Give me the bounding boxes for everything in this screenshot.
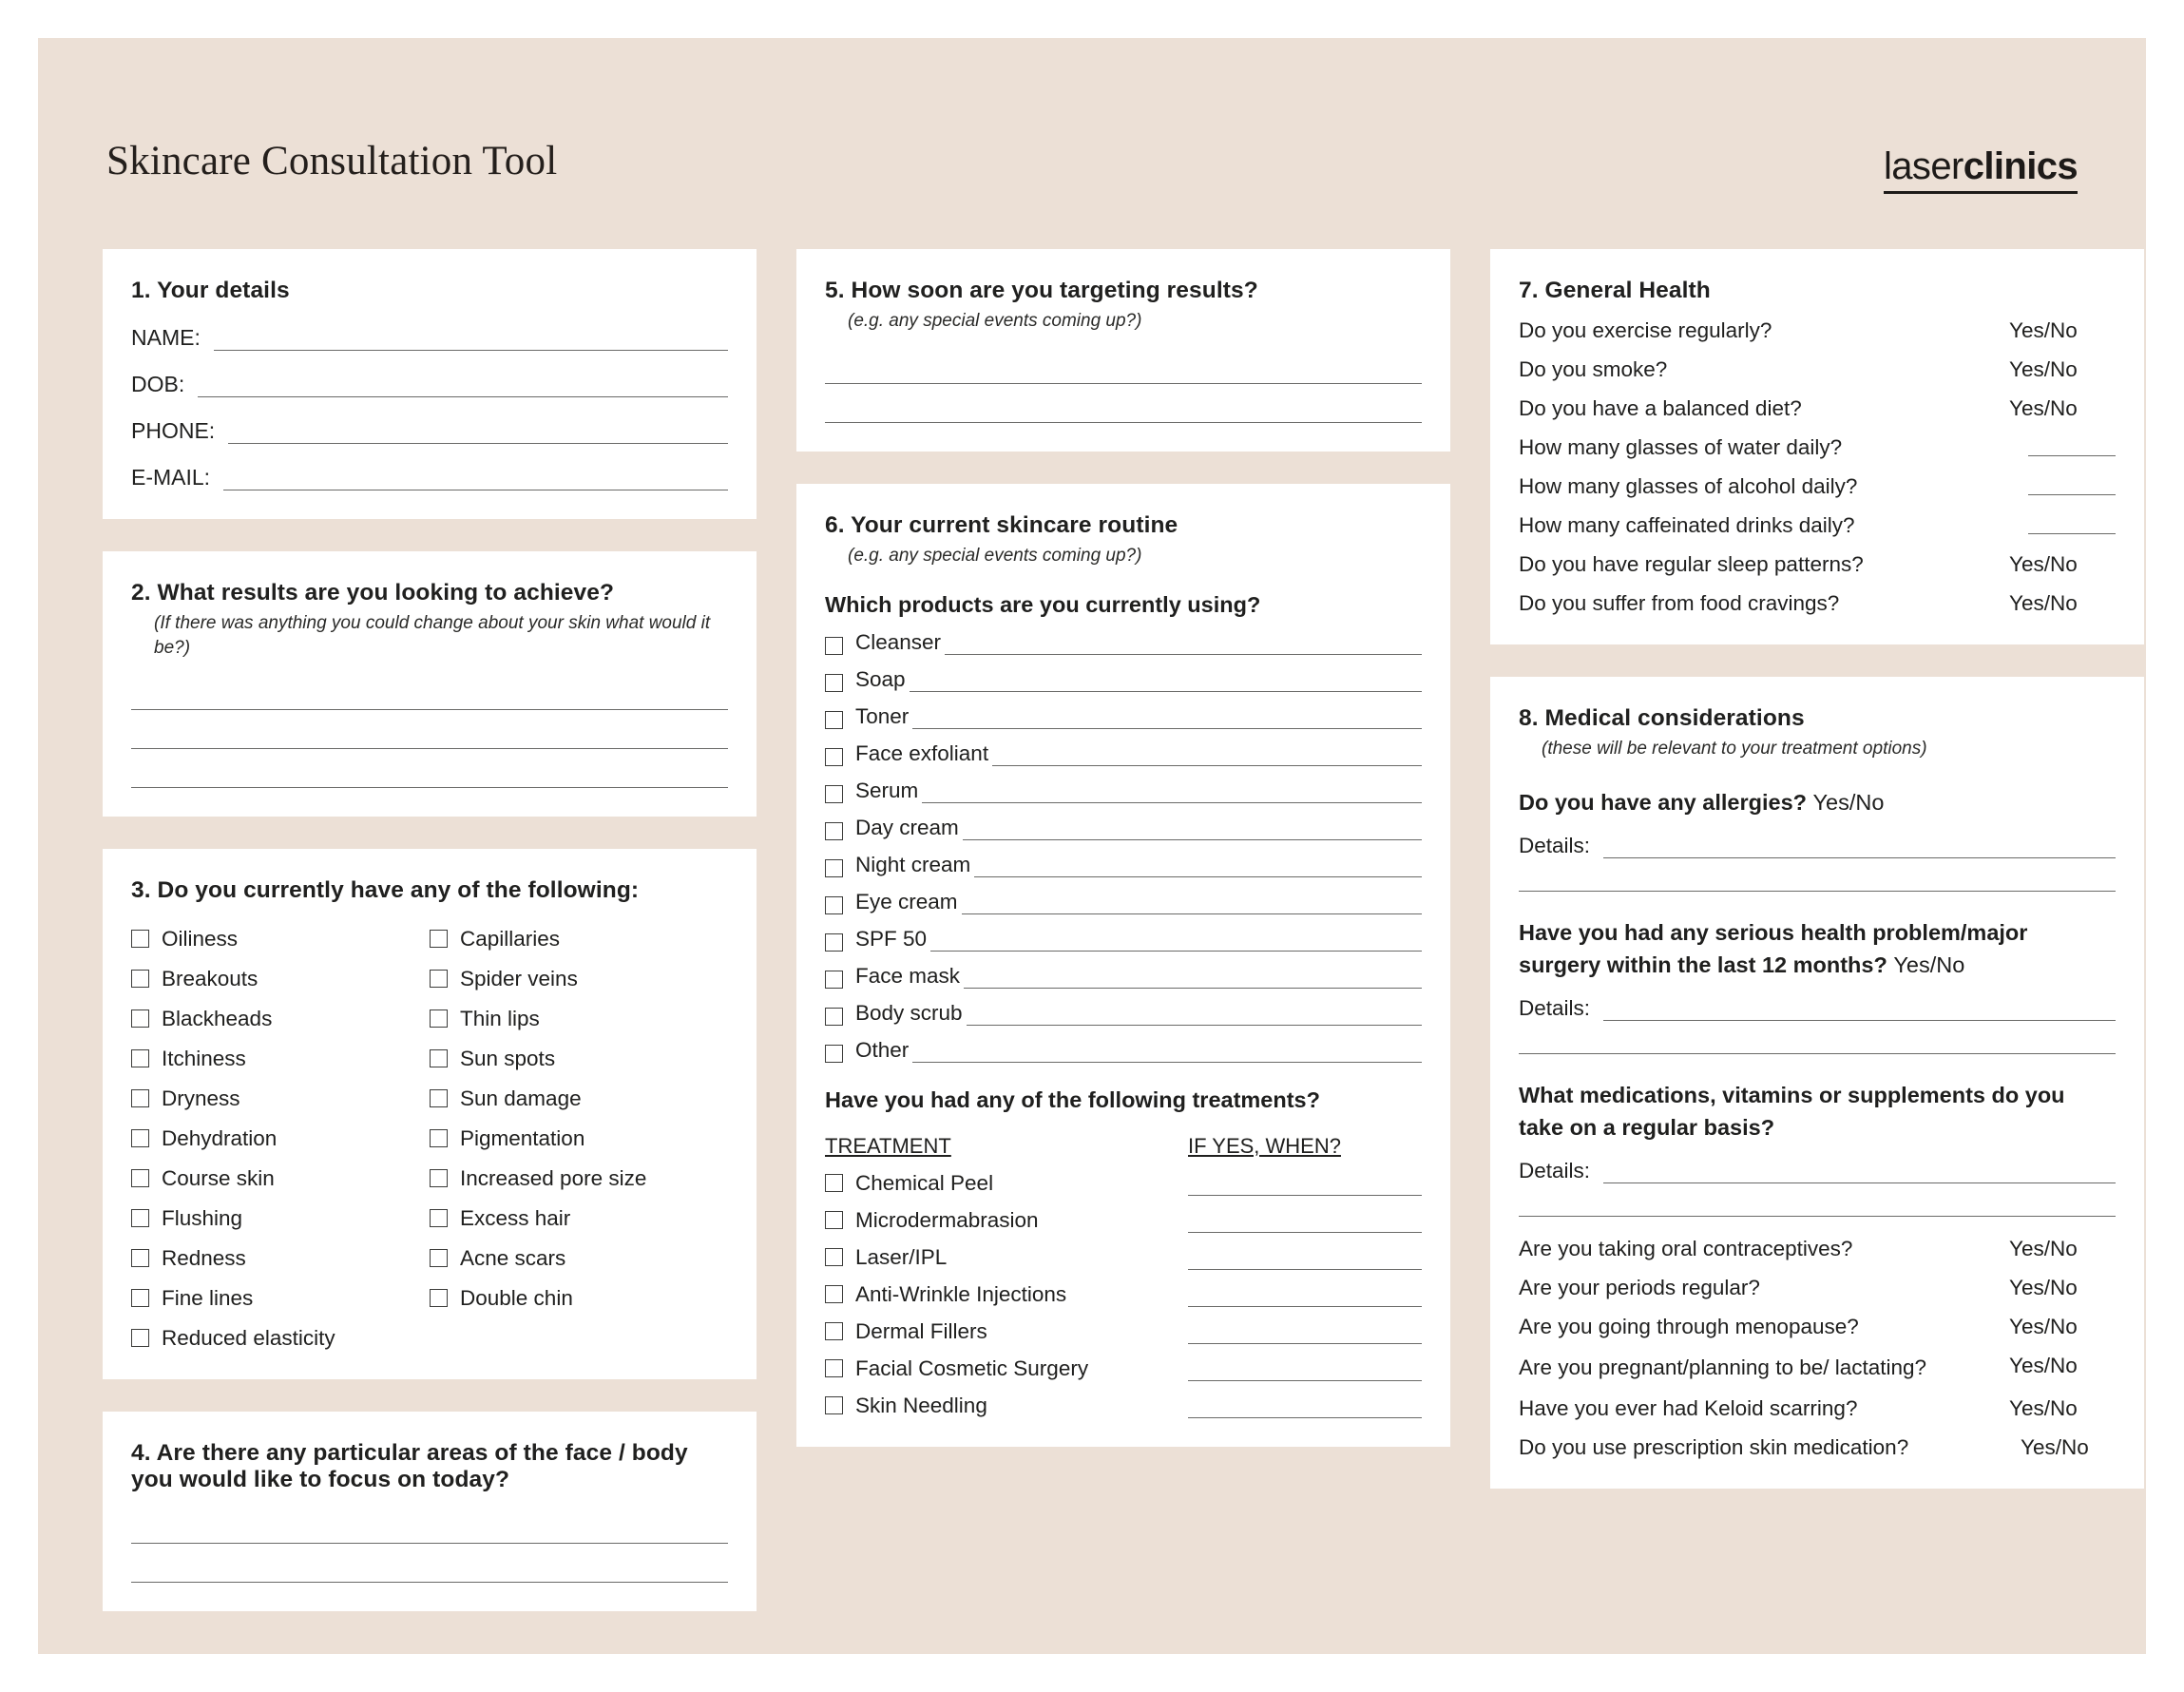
health-row-smoke[interactable] bbox=[1519, 357, 2116, 382]
checkbox-blackheads[interactable] bbox=[131, 1007, 430, 1031]
conditions-checkbox-grid bbox=[131, 912, 728, 1351]
details-label: Details: bbox=[1519, 833, 1591, 857]
medications-details-input[interactable] bbox=[1603, 1163, 2116, 1183]
field-name-input[interactable] bbox=[214, 331, 728, 351]
treatment-when-input[interactable] bbox=[1188, 1251, 1422, 1270]
section-2-subtitle: (If there was anything you could change about your skin what would it be?) bbox=[154, 613, 711, 658]
checkbox-icon[interactable] bbox=[825, 933, 843, 952]
health-question: Do you have regular sleep patterns? bbox=[1519, 552, 1864, 576]
health-question: Do you exercise regularly? bbox=[1519, 318, 1772, 342]
allergies-yes-no[interactable]: Yes/No bbox=[1812, 789, 1885, 815]
checkbox-reduced-elasticity[interactable] bbox=[131, 1326, 430, 1351]
health-question: How many caffeinated drinks daily? bbox=[1519, 513, 1855, 537]
checkbox-label: Itchiness bbox=[162, 1047, 246, 1071]
product-input[interactable] bbox=[974, 858, 1422, 877]
product-label: Soap bbox=[855, 667, 906, 692]
health-question: Do you suffer from food cravings? bbox=[1519, 591, 1840, 615]
checkbox-icon[interactable] bbox=[430, 1049, 448, 1067]
conditions-column-right bbox=[430, 912, 728, 1351]
product-cleanser[interactable] bbox=[825, 630, 1422, 655]
field-email-label: E-MAIL: bbox=[131, 465, 211, 490]
checkbox-label: Excess hair bbox=[460, 1206, 571, 1231]
checkbox-dehydration[interactable] bbox=[131, 1126, 430, 1151]
medical-row-pregnant[interactable] bbox=[1519, 1354, 2116, 1382]
treatment-when-input[interactable] bbox=[1188, 1325, 1422, 1344]
column-right bbox=[1490, 249, 2144, 1521]
field-dob-input[interactable] bbox=[198, 377, 728, 397]
yes-no-answer[interactable]: Yes/No bbox=[2009, 1314, 2078, 1338]
allergies-details[interactable] bbox=[1519, 834, 2116, 858]
product-label: Serum bbox=[855, 779, 919, 803]
section-your-details bbox=[103, 249, 757, 519]
treatment-name: Chemical Peel bbox=[855, 1171, 994, 1196]
product-input[interactable] bbox=[912, 1044, 1422, 1063]
checkbox-icon[interactable] bbox=[430, 1289, 448, 1307]
section-6-subtitle: (e.g. any special events coming up?) bbox=[848, 545, 1142, 566]
section-2-line-2[interactable] bbox=[131, 716, 728, 749]
product-soap[interactable] bbox=[825, 667, 1422, 692]
checkbox-icon[interactable] bbox=[825, 637, 843, 655]
checkbox-label: Blackheads bbox=[162, 1007, 273, 1031]
product-eye-cream[interactable] bbox=[825, 890, 1422, 914]
section-medical-considerations bbox=[1490, 677, 2144, 1489]
checkbox-label: Sun damage bbox=[460, 1086, 582, 1111]
checkbox-icon[interactable] bbox=[430, 930, 448, 948]
treatment-label bbox=[825, 1319, 1188, 1344]
checkbox-icon[interactable] bbox=[825, 748, 843, 766]
allergies-details-line-2[interactable] bbox=[1519, 862, 2116, 892]
checkbox-icon[interactable] bbox=[825, 1322, 843, 1340]
product-label: Body scrub bbox=[855, 1001, 963, 1026]
treatment-name: Laser/IPL bbox=[855, 1245, 948, 1270]
section-2-title: 2. What results are you looking to achieve? bbox=[131, 580, 615, 606]
yes-no-answer[interactable]: Yes/No bbox=[2009, 357, 2078, 381]
product-input[interactable] bbox=[967, 1007, 1422, 1026]
section-1-title: 1. Your details bbox=[131, 278, 290, 303]
checkbox-sun-spots[interactable] bbox=[430, 1047, 728, 1071]
checkbox-icon[interactable] bbox=[825, 1211, 843, 1229]
checkbox-label: Double chin bbox=[460, 1286, 573, 1311]
yes-no-answer[interactable]: Yes/No bbox=[2009, 552, 2078, 576]
section-general-health bbox=[1490, 249, 2144, 644]
health-question: Do you have a balanced diet? bbox=[1519, 396, 1802, 420]
checkbox-sun-damage[interactable] bbox=[430, 1086, 728, 1111]
field-dob-label: DOB: bbox=[131, 372, 185, 396]
product-label: Other bbox=[855, 1038, 910, 1063]
treatment-label bbox=[825, 1208, 1188, 1233]
health-row-water[interactable] bbox=[1519, 435, 2116, 460]
product-input[interactable] bbox=[922, 784, 1422, 803]
product-label: Eye cream bbox=[855, 890, 958, 914]
checkbox-excess-hair[interactable] bbox=[430, 1206, 728, 1231]
checkbox-label: Pigmentation bbox=[460, 1126, 585, 1151]
checkbox-icon[interactable] bbox=[430, 1169, 448, 1187]
allergies-question-text: Do you have any allergies? bbox=[1519, 789, 1807, 815]
checkbox-redness[interactable] bbox=[131, 1246, 430, 1271]
checkbox-spider-veins[interactable] bbox=[430, 967, 728, 991]
page-title: Skincare Consultation Tool bbox=[106, 139, 558, 183]
checkbox-pigmentation[interactable] bbox=[430, 1126, 728, 1151]
medical-row-prescription[interactable] bbox=[1519, 1435, 2116, 1460]
checkbox-icon[interactable] bbox=[825, 822, 843, 840]
product-input[interactable] bbox=[963, 821, 1422, 840]
checkbox-label: Redness bbox=[162, 1246, 246, 1271]
product-face-mask[interactable] bbox=[825, 964, 1422, 989]
product-other[interactable] bbox=[825, 1038, 1422, 1063]
checkbox-icon[interactable] bbox=[825, 971, 843, 989]
checkbox-icon[interactable] bbox=[131, 1289, 149, 1307]
section-5-line-1[interactable] bbox=[825, 351, 1422, 384]
medical-row-contraceptives[interactable] bbox=[1519, 1237, 2116, 1261]
yes-no-answer[interactable]: Yes/No bbox=[2009, 318, 2078, 342]
product-input[interactable] bbox=[945, 636, 1422, 655]
health-row-exercise[interactable] bbox=[1519, 318, 2116, 343]
checkbox-breakouts[interactable] bbox=[131, 967, 430, 991]
products-question: Which products are you currently using? bbox=[825, 592, 1261, 618]
section-3-title: 3. Do you currently have any of the following: bbox=[131, 877, 640, 904]
checkbox-icon[interactable] bbox=[131, 1209, 149, 1227]
checkbox-icon[interactable] bbox=[131, 930, 149, 948]
field-dob[interactable] bbox=[131, 372, 728, 397]
product-serum[interactable] bbox=[825, 779, 1422, 803]
yes-no-answer[interactable]: Yes/No bbox=[2009, 1396, 2078, 1421]
medical-question: Are your periods regular? bbox=[1519, 1275, 1760, 1299]
field-phone-label: PHONE: bbox=[131, 418, 216, 443]
checkbox-label: Breakouts bbox=[162, 967, 259, 991]
checkbox-icon[interactable] bbox=[825, 896, 843, 914]
checkbox-icon[interactable] bbox=[131, 1049, 149, 1067]
checkbox-fine-lines[interactable] bbox=[131, 1286, 430, 1311]
checkbox-icon[interactable] bbox=[131, 1129, 149, 1147]
checkbox-label: Oiliness bbox=[162, 927, 239, 952]
product-label: Face mask bbox=[855, 964, 961, 989]
section-focus-areas bbox=[103, 1412, 757, 1611]
brand-logo bbox=[1884, 145, 2078, 194]
checkbox-icon[interactable] bbox=[430, 970, 448, 988]
treatment-name: Skin Needling bbox=[855, 1394, 987, 1418]
checkbox-icon[interactable] bbox=[825, 785, 843, 803]
section-2-line-3[interactable] bbox=[131, 755, 728, 788]
section-7-title: 7. General Health bbox=[1519, 278, 1711, 303]
product-input[interactable] bbox=[912, 710, 1422, 729]
checkbox-label: Fine lines bbox=[162, 1286, 254, 1311]
checkbox-dryness[interactable] bbox=[131, 1086, 430, 1111]
health-answer-input[interactable] bbox=[2028, 439, 2116, 456]
field-name-label: NAME: bbox=[131, 325, 201, 350]
treatment-facial-cosmetic-surgery[interactable] bbox=[825, 1356, 1422, 1381]
medical-question: Have you ever had Keloid scarring? bbox=[1519, 1396, 1858, 1421]
checkbox-icon[interactable] bbox=[825, 1045, 843, 1063]
yes-no-answer[interactable]: Yes/No bbox=[2021, 1435, 2089, 1460]
health-row-balanced-diet[interactable] bbox=[1519, 396, 2116, 421]
checkbox-icon[interactable] bbox=[825, 1359, 843, 1377]
document-header bbox=[106, 138, 2078, 204]
product-input[interactable] bbox=[930, 933, 1422, 952]
checkbox-label: Dryness bbox=[162, 1086, 240, 1111]
treatment-laser-ipl[interactable] bbox=[825, 1245, 1422, 1270]
checkbox-icon[interactable] bbox=[131, 1169, 149, 1187]
treatment-when-input[interactable] bbox=[1188, 1214, 1422, 1233]
yes-no-answer[interactable]: Yes/No bbox=[2009, 396, 2078, 420]
medical-question: Are you taking oral contraceptives? bbox=[1519, 1236, 1853, 1260]
health-row-caffeine[interactable] bbox=[1519, 513, 2116, 538]
checkbox-label: Dehydration bbox=[162, 1126, 278, 1151]
checkbox-flushing[interactable] bbox=[131, 1206, 430, 1231]
allergies-question bbox=[1519, 786, 2116, 818]
checkbox-itchiness[interactable] bbox=[131, 1047, 430, 1071]
health-row-alcohol[interactable] bbox=[1519, 474, 2116, 499]
product-label: Day cream bbox=[855, 816, 959, 840]
treatments-table-header bbox=[825, 1134, 1422, 1159]
treatment-label bbox=[825, 1356, 1188, 1381]
checkbox-label: Reduced elasticity bbox=[162, 1326, 335, 1351]
health-row-sleep[interactable] bbox=[1519, 552, 2116, 577]
section-5-line-2[interactable] bbox=[825, 390, 1422, 423]
checkbox-icon[interactable] bbox=[131, 1089, 149, 1107]
checkbox-icon[interactable] bbox=[825, 1285, 843, 1303]
treatment-when-input[interactable] bbox=[1188, 1177, 1422, 1196]
checkbox-increased-pore-size[interactable] bbox=[430, 1166, 728, 1191]
treatment-microdermabrasion[interactable] bbox=[825, 1208, 1422, 1233]
yes-no-answer[interactable]: Yes/No bbox=[2009, 591, 2078, 615]
field-email[interactable] bbox=[131, 465, 728, 490]
checkbox-icon[interactable] bbox=[825, 1008, 843, 1026]
treatment-when-input[interactable] bbox=[1188, 1399, 1422, 1418]
surgery-details-input[interactable] bbox=[1603, 1001, 2116, 1021]
product-day-cream[interactable] bbox=[825, 816, 1422, 840]
section-6-title: 6. Your current skincare routine bbox=[825, 511, 1178, 538]
section-8-title: 8. Medical considerations bbox=[1519, 705, 1805, 731]
allergies-details-input[interactable] bbox=[1603, 838, 2116, 858]
treatment-skin-needling[interactable] bbox=[825, 1394, 1422, 1418]
conditions-column-left bbox=[131, 912, 430, 1351]
treatment-label bbox=[825, 1394, 1188, 1418]
checkbox-course-skin[interactable] bbox=[131, 1166, 430, 1191]
checkbox-label: Spider veins bbox=[460, 967, 578, 991]
treatment-when-input[interactable] bbox=[1188, 1362, 1422, 1381]
checkbox-icon[interactable] bbox=[825, 1174, 843, 1192]
checkbox-label: Increased pore size bbox=[460, 1166, 647, 1191]
product-input[interactable] bbox=[992, 747, 1422, 766]
product-label: Face exfoliant bbox=[855, 741, 989, 766]
health-answer-input[interactable] bbox=[2028, 517, 2116, 534]
checkbox-label: Flushing bbox=[162, 1206, 243, 1231]
treatment-name: Microdermabrasion bbox=[855, 1208, 1039, 1233]
column-left bbox=[103, 249, 757, 1644]
product-label: Night cream bbox=[855, 853, 971, 877]
section-8-subtitle: (these will be relevant to your treatment options) bbox=[1542, 739, 1927, 759]
product-input[interactable] bbox=[964, 970, 1422, 989]
treatment-dermal-fillers[interactable] bbox=[825, 1319, 1422, 1344]
medical-row-keloid[interactable] bbox=[1519, 1396, 2116, 1421]
treatment-chemical-peel[interactable] bbox=[825, 1171, 1422, 1196]
checkbox-icon[interactable] bbox=[131, 1009, 149, 1028]
checkbox-icon[interactable] bbox=[430, 1249, 448, 1267]
treatment-name: Dermal Fillers bbox=[855, 1319, 987, 1344]
checkbox-double-chin[interactable] bbox=[430, 1286, 728, 1311]
product-label: Cleanser bbox=[855, 630, 942, 655]
field-email-input[interactable] bbox=[223, 471, 728, 490]
treatment-label bbox=[825, 1282, 1188, 1307]
treatment-when-input[interactable] bbox=[1188, 1288, 1422, 1307]
medical-question: Are you going through menopause? bbox=[1519, 1314, 1859, 1338]
field-phone-input[interactable] bbox=[228, 424, 728, 444]
health-row-food-cravings[interactable] bbox=[1519, 591, 2116, 616]
product-toner[interactable] bbox=[825, 704, 1422, 729]
yes-no-answer[interactable]: Yes/No bbox=[2009, 1275, 2078, 1299]
checkbox-label: Acne scars bbox=[460, 1246, 566, 1271]
medical-question: Do you use prescription skin medication? bbox=[1519, 1435, 1909, 1460]
medical-row-menopause[interactable] bbox=[1519, 1315, 2116, 1339]
section-5-title: 5. How soon are you targeting results? bbox=[825, 278, 1258, 303]
section-4-title: 4. Are there any particular areas of the face / body you would like to focus on today? bbox=[131, 1440, 688, 1493]
checkbox-icon[interactable] bbox=[825, 711, 843, 729]
checkbox-icon[interactable] bbox=[131, 1249, 149, 1267]
treatment-name: Facial Cosmetic Surgery bbox=[855, 1356, 1089, 1381]
medical-row-periods[interactable] bbox=[1519, 1276, 2116, 1300]
checkbox-icon[interactable] bbox=[131, 1329, 149, 1347]
section-current-conditions bbox=[103, 849, 757, 1379]
checkbox-icon[interactable] bbox=[131, 970, 149, 988]
field-name[interactable] bbox=[131, 325, 728, 351]
checkbox-icon[interactable] bbox=[825, 1396, 843, 1414]
surgery-details-line-2[interactable] bbox=[1519, 1025, 2116, 1054]
checkbox-acne-scars[interactable] bbox=[430, 1246, 728, 1271]
treatment-label bbox=[825, 1245, 1188, 1270]
product-label: SPF 50 bbox=[855, 927, 928, 952]
checkbox-icon[interactable] bbox=[430, 1089, 448, 1107]
checkbox-oiliness[interactable] bbox=[131, 927, 430, 952]
treatments-col-treatment: TREATMENT bbox=[825, 1134, 951, 1159]
logo-light-text: laser bbox=[1883, 145, 1964, 187]
medical-question: Are you pregnant/planning to be/ lactating? bbox=[1519, 1355, 1927, 1379]
checkbox-icon[interactable] bbox=[430, 1129, 448, 1147]
treatments-question: Have you had any of the following treatments? bbox=[825, 1087, 1320, 1113]
checkbox-label: Capillaries bbox=[460, 927, 561, 952]
product-input[interactable] bbox=[962, 895, 1422, 914]
section-4-line-1[interactable] bbox=[131, 1510, 728, 1544]
medications-question: What medications, vitamins or supplements do you take on a regular basis? bbox=[1519, 1082, 2065, 1140]
product-label: Toner bbox=[855, 704, 910, 729]
checkbox-icon[interactable] bbox=[825, 674, 843, 692]
medications-details-line-2[interactable] bbox=[1519, 1187, 2116, 1217]
yes-no-answer[interactable]: Yes/No bbox=[2009, 1353, 2078, 1377]
medications-details[interactable] bbox=[1519, 1159, 2116, 1183]
section-4-line-2[interactable] bbox=[131, 1549, 728, 1583]
checkbox-icon[interactable] bbox=[430, 1209, 448, 1227]
checkbox-label: Thin lips bbox=[460, 1007, 540, 1031]
health-question: How many glasses of water daily? bbox=[1519, 435, 1843, 459]
surgery-question-text: Have you had any serious health problem/major surgery within the last 12 months? bbox=[1519, 919, 2028, 977]
checkbox-capillaries[interactable] bbox=[430, 927, 728, 952]
treatments-col-when: IF YES, WHEN? bbox=[1188, 1134, 1341, 1159]
treatment-name: Anti-Wrinkle Injections bbox=[855, 1282, 1067, 1307]
product-spf-50[interactable] bbox=[825, 927, 1422, 952]
section-2-line-1[interactable] bbox=[131, 677, 728, 710]
checkbox-icon[interactable] bbox=[825, 859, 843, 877]
details-label: Details: bbox=[1519, 1158, 1591, 1182]
section-results-timing bbox=[796, 249, 1450, 452]
checkbox-icon[interactable] bbox=[430, 1009, 448, 1028]
product-input[interactable] bbox=[910, 673, 1422, 692]
field-phone[interactable] bbox=[131, 418, 728, 444]
product-face-exfoliant[interactable] bbox=[825, 741, 1422, 766]
product-body-scrub[interactable] bbox=[825, 1001, 1422, 1026]
checkbox-thin-lips[interactable] bbox=[430, 1007, 728, 1031]
health-answer-input[interactable] bbox=[2028, 478, 2116, 495]
treatment-label bbox=[825, 1171, 1188, 1196]
column-middle bbox=[796, 249, 1450, 1479]
checkbox-icon[interactable] bbox=[825, 1248, 843, 1266]
checkbox-label: Course skin bbox=[162, 1166, 275, 1191]
logo-bold-text: clinics bbox=[1963, 145, 2078, 187]
surgery-details[interactable] bbox=[1519, 996, 2116, 1021]
details-label: Details: bbox=[1519, 995, 1591, 1020]
product-night-cream[interactable] bbox=[825, 853, 1422, 877]
health-question: Do you smoke? bbox=[1519, 357, 1668, 381]
surgery-yes-no[interactable]: Yes/No bbox=[1893, 952, 1965, 977]
document-page bbox=[38, 38, 2146, 1654]
checkbox-label: Sun spots bbox=[460, 1047, 556, 1071]
section-desired-results bbox=[103, 551, 757, 817]
section-skincare-routine bbox=[796, 484, 1450, 1448]
yes-no-answer[interactable]: Yes/No bbox=[2009, 1236, 2078, 1260]
surgery-question bbox=[1519, 916, 2116, 981]
treatment-anti-wrinkle-injections[interactable] bbox=[825, 1282, 1422, 1307]
section-5-subtitle: (e.g. any special events coming up?) bbox=[848, 311, 1142, 331]
health-question: How many glasses of alcohol daily? bbox=[1519, 474, 1858, 498]
